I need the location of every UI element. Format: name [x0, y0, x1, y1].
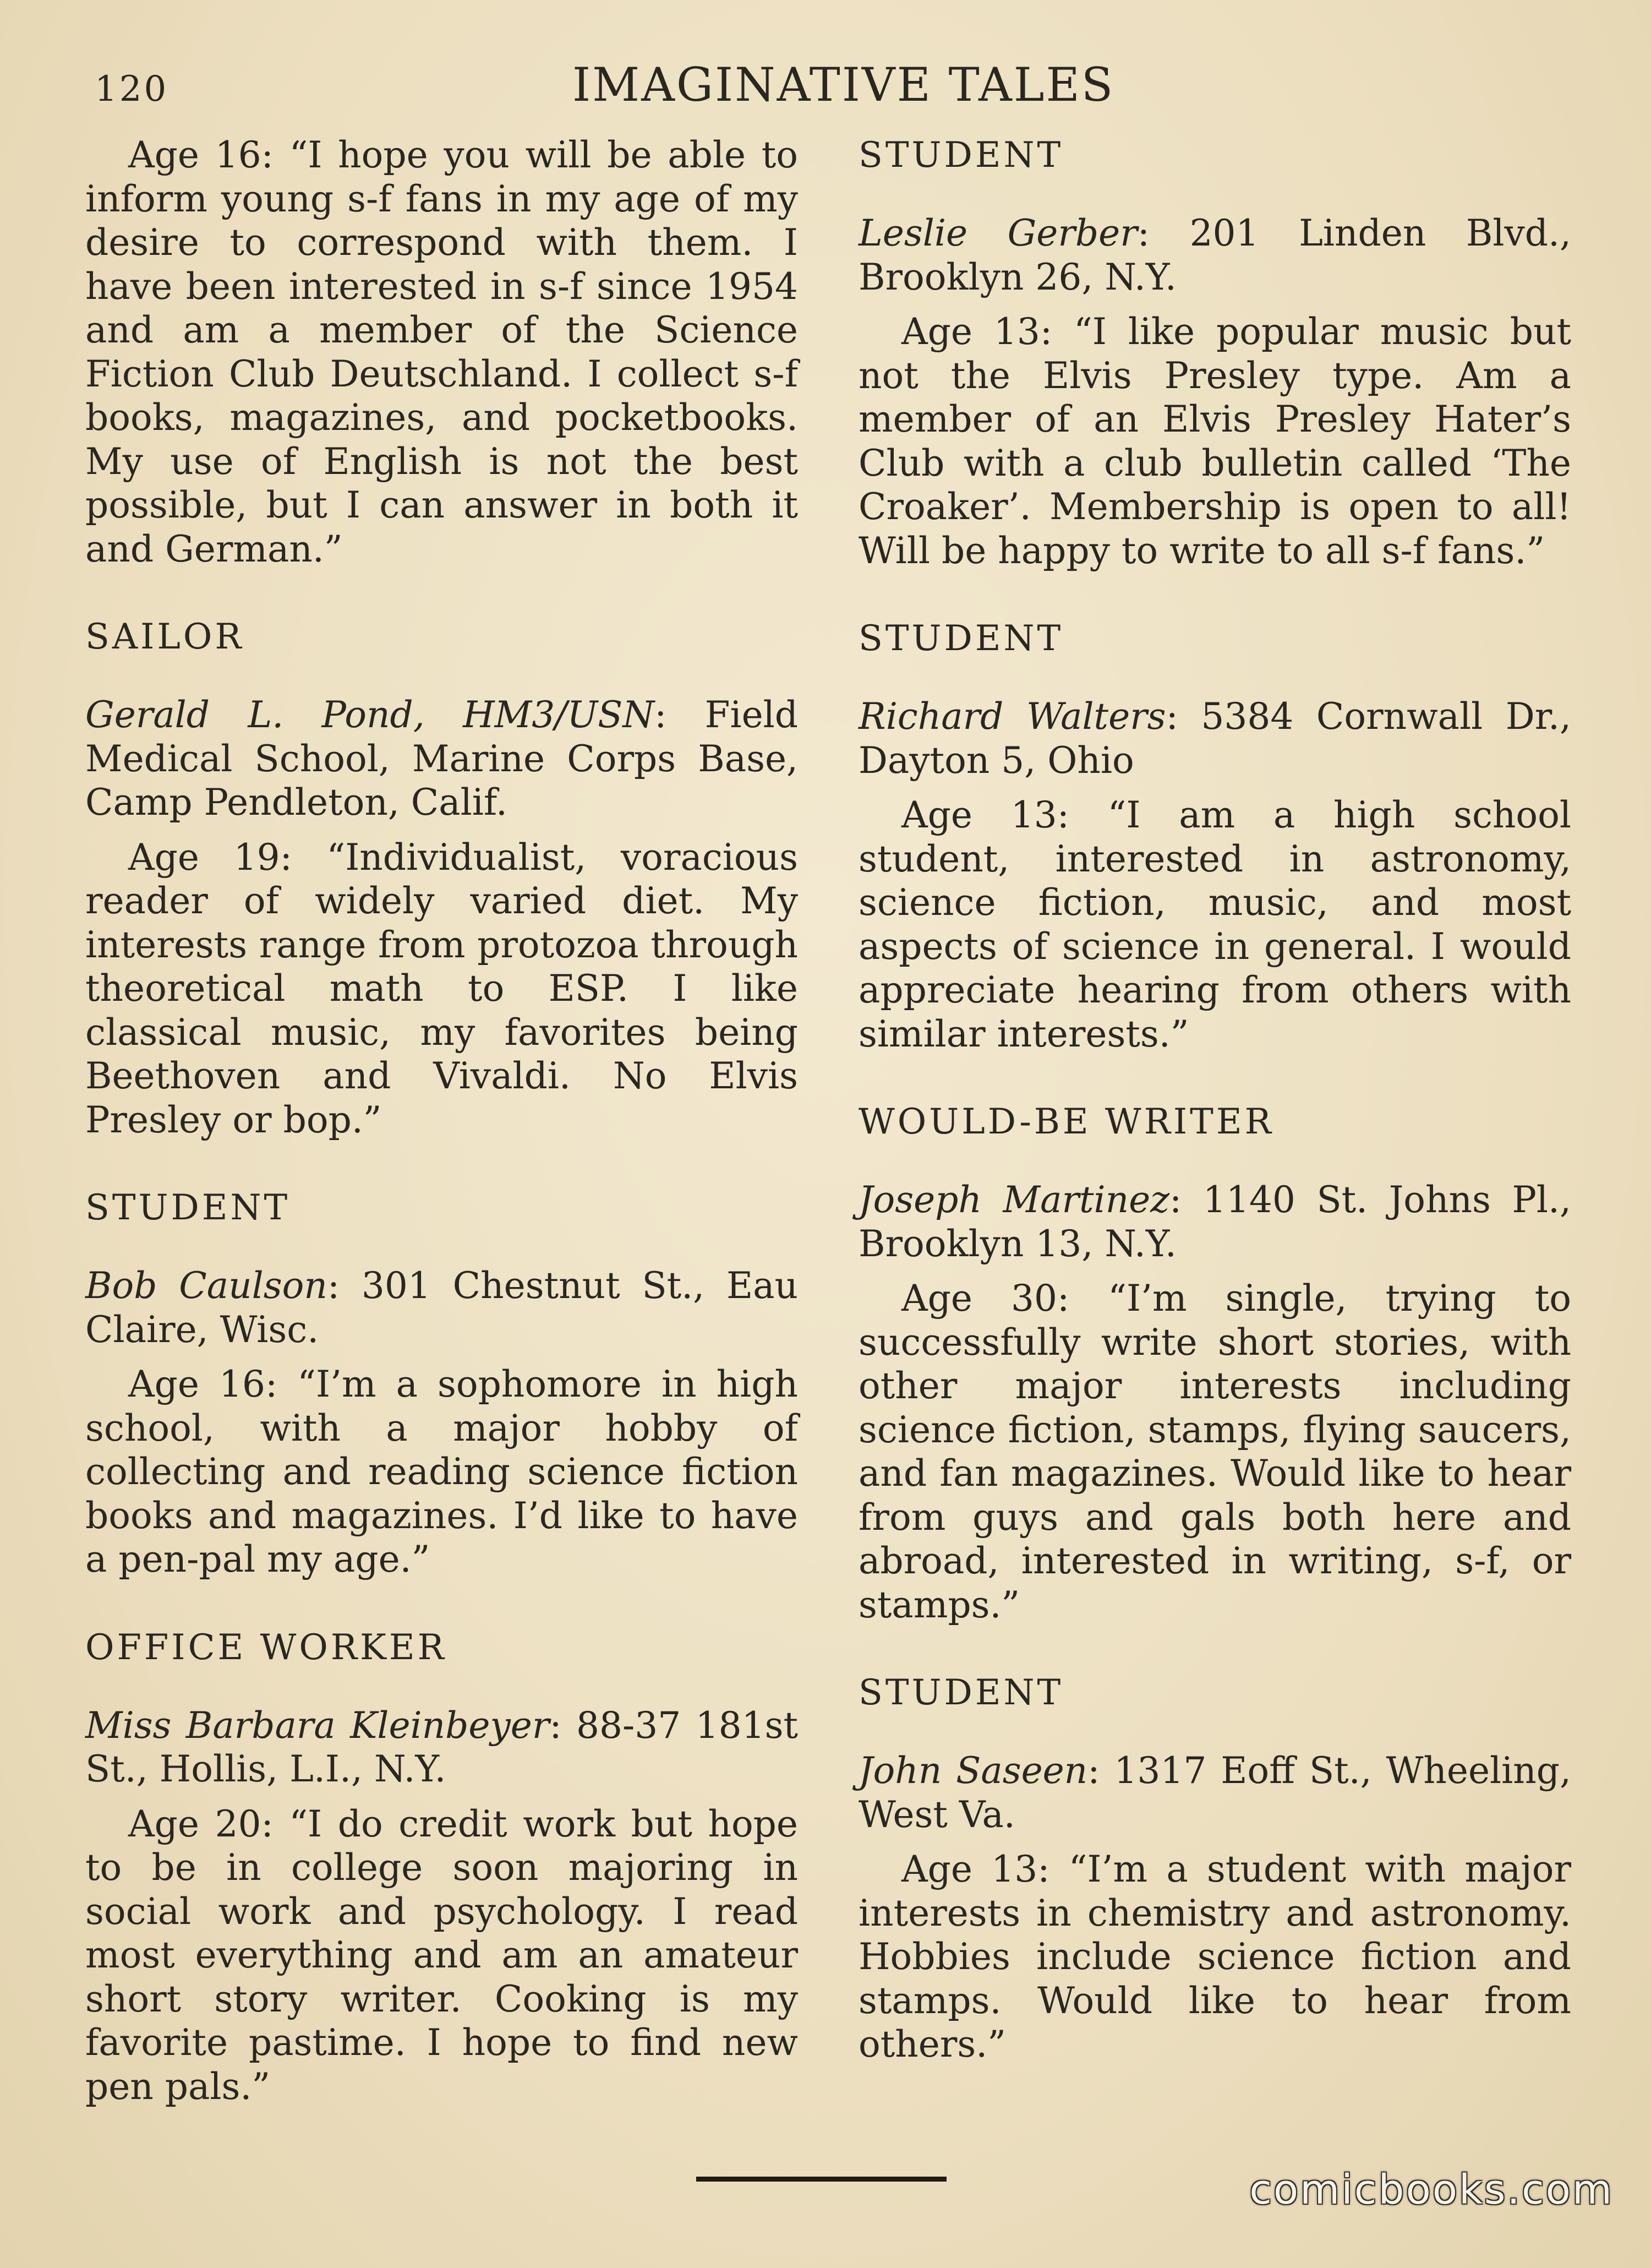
- right-column: [859, 133, 1571, 2067]
- pen-pal-entry: [859, 1100, 1571, 1627]
- entry-name: Gerald L. Pond, HM3/USN: [85, 694, 655, 736]
- continued-letter-quote: Age 16: “I hope you will be able to inform young s-f fans in my age of my desire to correspond with them. I have been interested in s-f since 1954 and am a member of the Science Fiction Club Deutschland. I collect s-f books, magazines, and pocketbooks. My use of English is not the best possible, but I can answer in both it and German.”: [85, 134, 798, 570]
- entry-quote: Age 19: “Individualist, voracious reader of widely varied diet. My interests range from protozoa through theoretical math to ESP. I like classical music, my favorites being Beethoven and Vivaldi. No Elvis Presley or bop.”: [85, 836, 798, 1141]
- entry-category: OFFICE WORKER: [85, 1627, 447, 1668]
- entry-address-text: : 5384 Cornwall Dr., Dayton 5, Ohio: [859, 695, 1571, 782]
- pen-pal-entry: [85, 615, 798, 1142]
- pen-pal-entry: [859, 1671, 1571, 2067]
- pen-pal-entry: [859, 617, 1571, 1056]
- entry-address-text: : 1317 Eoff St., Wheeling, West Va.: [859, 1749, 1571, 1836]
- entry-address-text: : 301 Chestnut St., Eau Claire, Wisc.: [85, 1264, 798, 1351]
- entry-category: STUDENT: [859, 1672, 1064, 1713]
- entry-category: STUDENT: [859, 618, 1064, 659]
- pen-pal-entry: [859, 133, 1571, 573]
- pen-pal-entry: [85, 1626, 798, 2109]
- entry-name: Miss Barbara Kleinbeyer: [85, 1704, 550, 1747]
- page-number: 120: [95, 69, 169, 110]
- entry-quote: Age 13: “I’m a student with major interests in chemistry and astronomy. Hobbies include science fiction and stamps. Would like to hear from others.”: [859, 1848, 1571, 2065]
- entry-quote: Age 16: “I’m a sophomore in high school, with a major hobby of collecting and reading science fiction books and magazines. I’d like to have a pen-pal my age.”: [85, 1363, 798, 1580]
- left-column: [85, 133, 798, 2108]
- entry-address-text: : 88-37 181st St., Hollis, L.I., N.Y.: [85, 1704, 798, 1790]
- page-header: [0, 58, 1651, 118]
- entry-name: Richard Walters: [859, 695, 1166, 738]
- end-rule: [696, 2177, 947, 2182]
- entry-quote: Age 13: “I am a high school student, interested in astronomy, science fiction, music, and most aspects of science in general. I would appreciate hearing from others with similar interests.”: [859, 794, 1571, 1055]
- entry-address: [859, 211, 1571, 299]
- entry-quote: Age 20: “I do credit work but hope to be in college soon majoring in social work and psychology. I read most everything and am an amateur short story writer. Cooking is my favorite pastime. I hope to find new pen pals.”: [85, 1802, 798, 2108]
- entry-address-text: : Field Medical School, Marine Corps Base, Camp Pendleton, Calif.: [85, 694, 798, 824]
- entry-name: John Saseen: [859, 1749, 1088, 1792]
- entry-category: STUDENT: [85, 1187, 291, 1228]
- entry-name: Bob Caulson: [85, 1264, 327, 1307]
- watermark: comicbooks.com: [1249, 2166, 1614, 2214]
- entry-category: STUDENT: [859, 135, 1064, 176]
- entry-name: Leslie Gerber: [859, 212, 1138, 254]
- entry-address: [85, 1704, 798, 1791]
- entry-quote: Age 13: “I like popular music but not the Elvis Presley type. Am a member of an Elvis Presley Hater’s Club with a club bulletin called ‘The Croaker’. Membership is open to all! Will be happy to write to all s-f fans.”: [859, 310, 1571, 572]
- entry-name: Joseph Martinez: [859, 1179, 1169, 1221]
- entry-address: [85, 693, 798, 825]
- entry-address: [859, 695, 1571, 782]
- entry-address: [859, 1178, 1571, 1266]
- entry-category: WOULD-BE WRITER: [859, 1102, 1274, 1142]
- entry-address: [859, 1749, 1571, 1836]
- running-title: IMAGINATIVE TALES: [572, 58, 1115, 112]
- entry-category: SAILOR: [85, 617, 244, 657]
- entry-address: [85, 1264, 798, 1351]
- pen-pal-entry: [85, 1186, 798, 1582]
- entry-quote: Age 30: “I’m single, trying to successfully write short stories, with other major interests including science fiction, stamps, flying saucers, and fan magazines. Would like to hear from guys and gals both here and abroad, interested in writing, s-f, or stamps.”: [859, 1277, 1571, 1626]
- entry-address-text: : 201 Linden Blvd., Brooklyn 26, N.Y.: [859, 212, 1572, 298]
- entry-address-text: : 1140 St. Johns Pl., Brooklyn 13, N.Y.: [859, 1179, 1571, 1265]
